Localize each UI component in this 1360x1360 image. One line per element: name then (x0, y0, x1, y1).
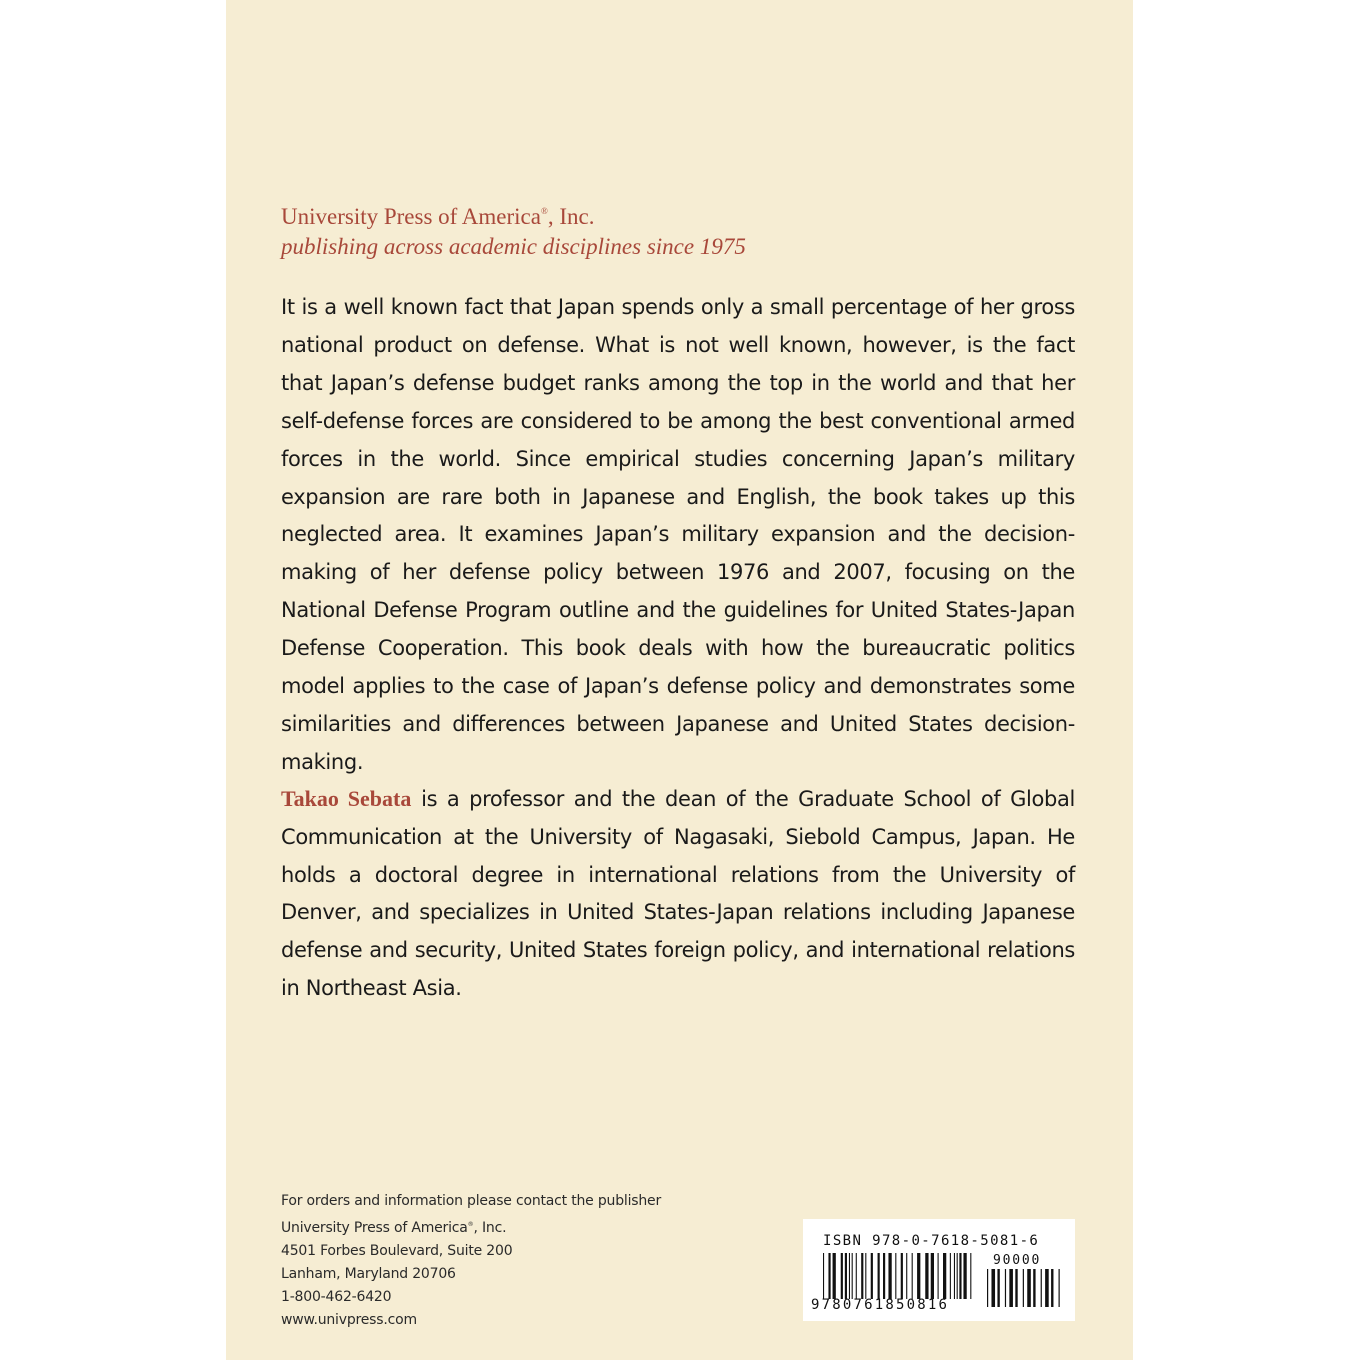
barcode-bar (1051, 1269, 1053, 1307)
barcode-bar (957, 1253, 958, 1299)
barcode-bar (878, 1253, 880, 1299)
author-bio-text: is a professor and the dean of the Graduate School of Global Communication at the University of Nagasaki, Siebold Campus, Japan. He holds a doctoral degree in international relations from the University of Denver, and specializes in United States-Japan relations including Japanese defense and security, United States foreign policy, and international relations in Northeast Asia. (281, 787, 1076, 1000)
isbn-barcode (803, 1219, 1075, 1321)
barcode-bar (823, 1253, 824, 1299)
ean-digits: 9780761850816 (811, 1297, 950, 1313)
publisher-name: University Press of America®, Inc. (281, 204, 595, 229)
barcode-bar (963, 1253, 966, 1299)
barcode-bar (954, 1253, 955, 1299)
barcode-bar (828, 1253, 830, 1299)
barcode-bar (901, 1253, 903, 1299)
barcode-bar (856, 1253, 857, 1299)
author-bio (281, 780, 1075, 1008)
barcode-bar (906, 1253, 907, 1299)
barcode-bar (1005, 1269, 1006, 1307)
contact-city: Lanham, Maryland 20706 (281, 1266, 456, 1282)
barcode-bar (950, 1253, 951, 1299)
barcode-bar (1059, 1269, 1060, 1307)
barcode-bar (861, 1253, 863, 1299)
barcode-bar (931, 1253, 934, 1299)
barcode-bar (883, 1253, 885, 1299)
barcode-bar (970, 1253, 971, 1299)
barcode-bar (1015, 1269, 1017, 1307)
contact-street: 4501 Forbes Boulevard, Suite 200 (281, 1243, 513, 1259)
barcode-bar (1045, 1269, 1049, 1307)
barcode-bar (871, 1253, 873, 1299)
publisher-header (281, 196, 746, 262)
publisher-contact (281, 1190, 661, 1332)
barcode-bar (925, 1253, 928, 1299)
contact-phone: 1-800-462-6420 (281, 1289, 392, 1305)
barcode-bar (849, 1253, 850, 1299)
barcode-bar (1023, 1269, 1024, 1307)
barcode-bar (912, 1253, 913, 1299)
contact-intro: For orders and information please contact the publisher (281, 1193, 661, 1209)
barcode-bar (865, 1253, 866, 1299)
barcode-bar (1009, 1269, 1013, 1307)
barcode-bar (888, 1253, 891, 1299)
contact-website: www.univpress.com (281, 1312, 417, 1328)
barcode-bar (845, 1253, 847, 1299)
publisher-tagline: publishing across academic disciplines since 1975 (281, 234, 746, 259)
barcode-bar (917, 1253, 920, 1299)
registered-mark: ® (467, 1221, 474, 1228)
book-description: It is a well known fact that Japan spends only a small percentage of her gross national product on defense. What is not well known, however, is the fact that Japan’s defense budget ranks among the top in the world and that her self-defense forces are considered to be among the best conventional armed forces in the world. Since empirical studies concerning Japan’s military expansion are rare both in Japanese and English, the book takes up this neglected area. It examines Japan’s military expansion and the decision-making of her defense policy between 1976 and 2007, focusing on the National Defense Program outline and the guidelines for United States-Japan Defense Cooperation. This book deals with how the bureaucratic politics model applies to the case of Japan’s defense policy and demonstrates some similarities and differences between Japanese and United States decision-making. (281, 295, 1075, 774)
barcode-bar (833, 1253, 836, 1299)
barcode-bar (987, 1269, 988, 1307)
barcode-bar (959, 1253, 961, 1299)
barcode-bar (841, 1253, 843, 1299)
author-name: Takao Sebata (281, 786, 412, 811)
contact-company: University Press of America®, Inc. (281, 1220, 507, 1236)
addon-digits: 90000 (993, 1253, 1042, 1268)
barcode-bar (997, 1269, 999, 1307)
barcode-bar (1027, 1269, 1031, 1307)
barcode-bar (991, 1269, 995, 1307)
barcode-bar (938, 1253, 939, 1299)
barcode-bar (852, 1253, 853, 1299)
registered-mark: ® (540, 206, 548, 216)
barcode-bar (1033, 1269, 1035, 1307)
barcode-bar (1041, 1269, 1042, 1307)
addon-barcode-icon (987, 1269, 1063, 1307)
isbn-label: ISBN 978-0-7618-5081-6 (823, 1233, 1040, 1249)
ean-barcode-icon (823, 1253, 973, 1299)
barcode-bar (895, 1253, 896, 1299)
barcode-bar (943, 1253, 946, 1299)
